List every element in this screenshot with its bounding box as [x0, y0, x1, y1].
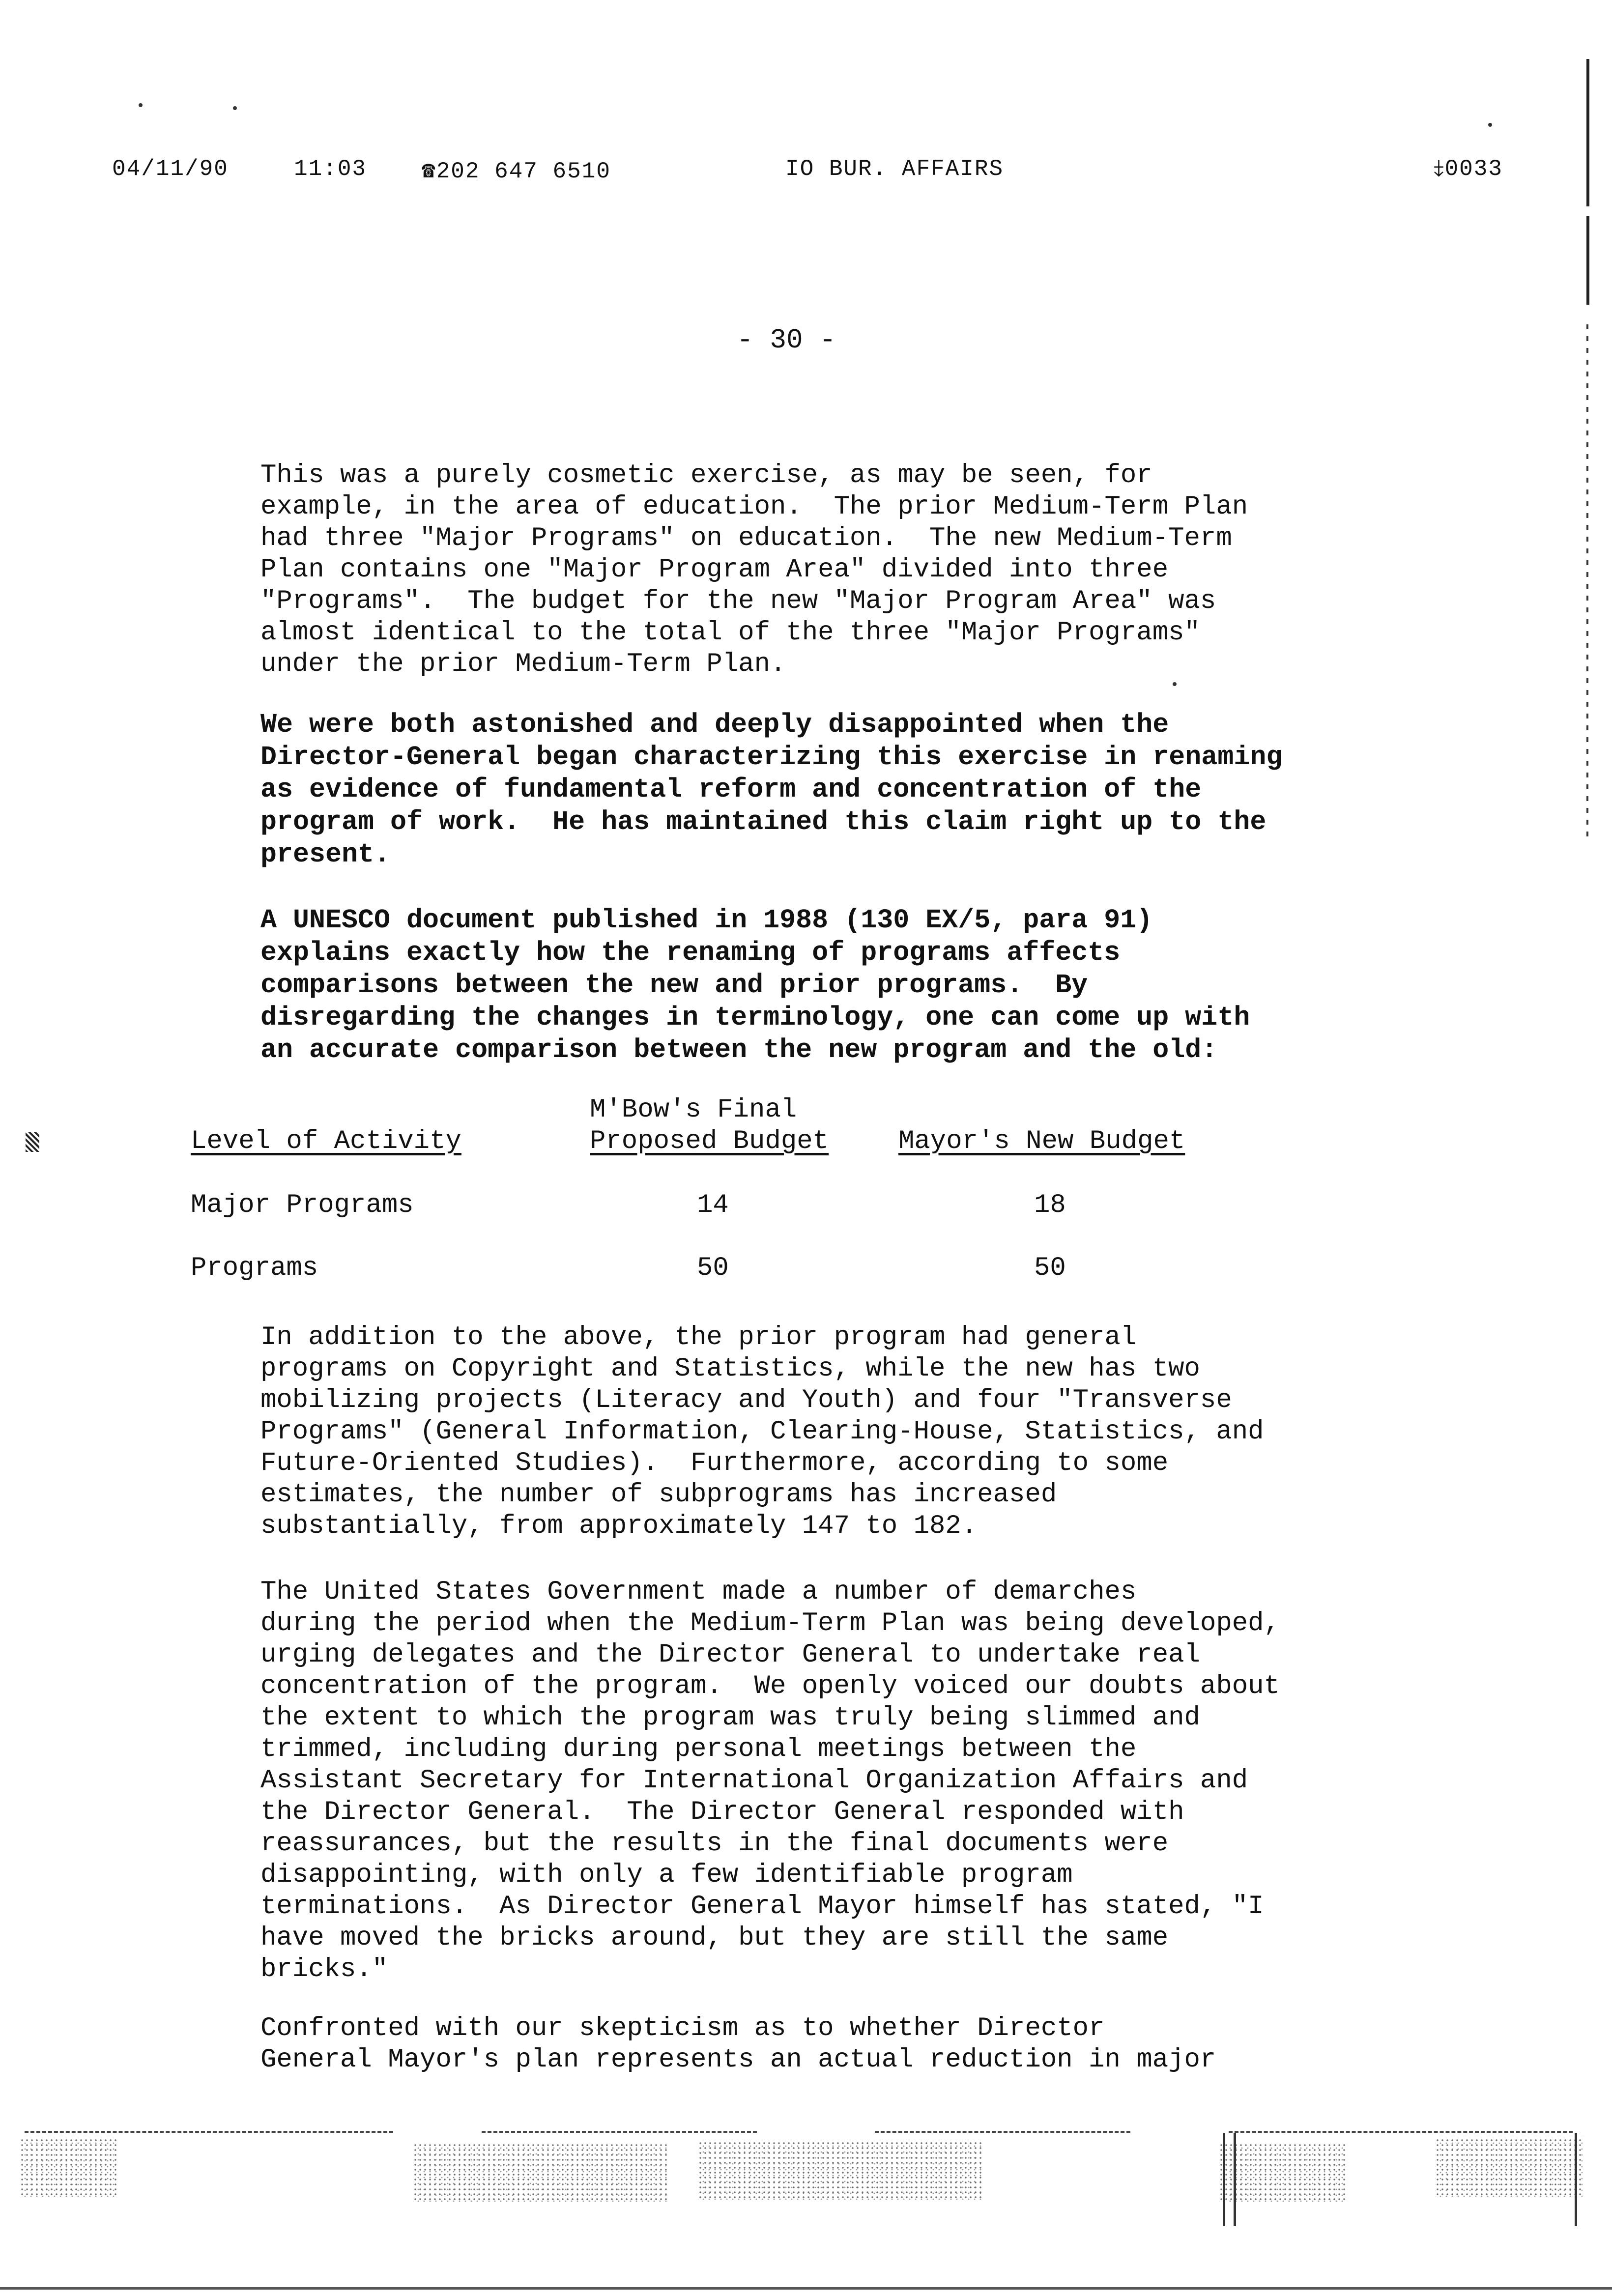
text-line: Director-General began characterizing this exercise in renaming — [260, 742, 1283, 773]
text-line: mobilizing projects (Literacy and Youth) and four "Transverse — [260, 1385, 1232, 1415]
text-line: example, in the area of education. The prior Medium-Term Plan — [260, 492, 1248, 522]
text-line: have moved the bricks around, but they are still the same — [260, 1923, 1169, 1953]
text-line: the extent to which the program was truly being slimmed and — [260, 1703, 1200, 1733]
text-line: bricks." — [260, 1954, 388, 1984]
text-line: substantially, from approximately 147 to 182. — [260, 1511, 978, 1541]
scan-vertical-tick — [1234, 2133, 1236, 2226]
scan-margin-mark — [26, 1132, 39, 1152]
scan-dash-line — [482, 2131, 757, 2133]
scan-dash-line — [1229, 2131, 1573, 2133]
text-line: explains exactly how the renaming of programs affects — [260, 937, 1121, 968]
text-line: had three "Major Programs" on education. The new Medium-Term — [260, 523, 1232, 553]
text-line: present. — [260, 839, 391, 870]
text-line: almost identical to the total of the three "Major Programs" — [260, 618, 1200, 648]
text-line: disappointing, with only a few identifiable program — [260, 1860, 1073, 1890]
text-line: during the period when the Medium-Term Plan was being developed, — [260, 1608, 1280, 1638]
text-line: In addition to the above, the prior program had general — [260, 1322, 1137, 1352]
text-line: program of work. He has maintained this claim right up to the — [260, 806, 1267, 837]
scan-edge-line — [1586, 216, 1589, 305]
scan-edge-line — [1586, 324, 1588, 840]
paragraph-us-government — [182, 1577, 1352, 1985]
paragraph-unesco-document — [182, 904, 1352, 1066]
scan-bottom-rule — [0, 2287, 1612, 2290]
scan-noise-footer — [0, 2123, 1612, 2295]
table-cell-mayor: 50 — [1034, 1253, 1066, 1283]
text-line: Future-Oriented Studies). Furthermore, according to some — [260, 1448, 1169, 1478]
text-line: Plan contains one "Major Program Area" divided into three — [260, 555, 1169, 585]
text-line: comparisons between the new and prior programs. By — [260, 970, 1088, 1001]
scan-noise-band — [20, 2138, 118, 2197]
scan-speck — [139, 103, 143, 107]
scan-dash-line — [875, 2131, 1130, 2133]
paragraph-astonished — [182, 709, 1352, 871]
fax-header — [112, 156, 1503, 191]
text-line: concentration of the program. We openly voiced our doubts about — [260, 1671, 1280, 1701]
text-line: as evidence of fundamental reform and concentration of the — [260, 774, 1202, 805]
text-line: the Director General. The Director General responded with — [260, 1797, 1184, 1827]
fax-page-code: ⤈0033 — [1434, 156, 1503, 182]
header-mbow-line1: M'Bow's Final — [590, 1095, 797, 1125]
text-line: A UNESCO document published in 1988 (130 EX/5, para 91) — [260, 905, 1153, 936]
table-cell-mbow: 50 — [697, 1253, 729, 1283]
text-line: disregarding the changes in terminology, one can come up with — [260, 1002, 1250, 1033]
text-line: trimmed, including during personal meetings between the — [260, 1734, 1137, 1764]
scan-speck — [1173, 682, 1177, 686]
text-line: Assistant Secretary for International Organization Affairs and — [260, 1766, 1248, 1796]
scan-noise-band — [698, 2141, 983, 2200]
header-mbow-line2: Proposed Budget — [590, 1126, 829, 1156]
paragraph-in-addition — [182, 1322, 1352, 1542]
paragraph-cosmetic-exercise — [182, 460, 1352, 680]
text-line: an accurate comparison between the new program and the old: — [260, 1034, 1218, 1065]
text-line: terminations. As Director General Mayor himself has stated, "I — [260, 1892, 1264, 1922]
scan-speck — [1488, 123, 1492, 127]
text-line: General Mayor's plan represents an actual reduction in major — [260, 2045, 1216, 2075]
table-cell-mayor: 18 — [1034, 1190, 1066, 1220]
scan-vertical-tick — [1223, 2133, 1225, 2226]
scan-speck — [233, 106, 237, 110]
scan-edge-line — [1586, 59, 1589, 206]
text-line: under the prior Medium-Term Plan. — [260, 649, 786, 679]
text-line: The United States Government made a number of demarches — [260, 1577, 1137, 1607]
text-line: Programs" (General Information, Clearing-House, Statistics, and — [260, 1417, 1264, 1447]
text-line: We were both astonished and deeply disappointed when the — [260, 709, 1169, 740]
header-level-of-activity: Level of Activity — [191, 1126, 461, 1156]
table-row-label: Major Programs — [191, 1190, 414, 1220]
text-line: reassurances, but the results in the final documents were — [260, 1829, 1169, 1859]
text-line: "Programs". The budget for the new "Major Program Area" was — [260, 586, 1216, 616]
scan-noise-band — [1219, 2143, 1347, 2202]
text-line: estimates, the number of subprograms has increased — [260, 1480, 1057, 1510]
fax-time: 11:03 — [294, 156, 367, 182]
text-line: This was a purely cosmetic exercise, as may be seen, for — [260, 460, 1152, 490]
scan-dash-line — [25, 2131, 393, 2133]
text-line: programs on Copyright and Statistics, while the new has two — [260, 1354, 1200, 1384]
budget-comparison-table — [191, 1095, 1321, 1292]
page-number: - 30 - — [737, 324, 836, 356]
text-line: Confronted with our skepticism as to whether Director — [260, 2013, 1105, 2043]
table-row-label: Programs — [191, 1253, 318, 1283]
fax-date: 04/11/90 — [112, 156, 229, 182]
text-line: urging delegates and the Director General to undertake real — [260, 1640, 1200, 1670]
scan-noise-band — [1435, 2138, 1583, 2197]
scan-vertical-tick — [1575, 2133, 1577, 2226]
table-cell-mbow: 14 — [697, 1190, 729, 1220]
header-mayor-budget: Mayor's New Budget — [898, 1126, 1185, 1156]
scan-noise-band — [413, 2143, 668, 2202]
fax-phone-number: ☎202 647 6510 — [422, 159, 611, 184]
paragraph-confronted — [182, 2013, 1352, 2076]
fax-office: IO BUR. AFFAIRS — [785, 156, 1004, 182]
